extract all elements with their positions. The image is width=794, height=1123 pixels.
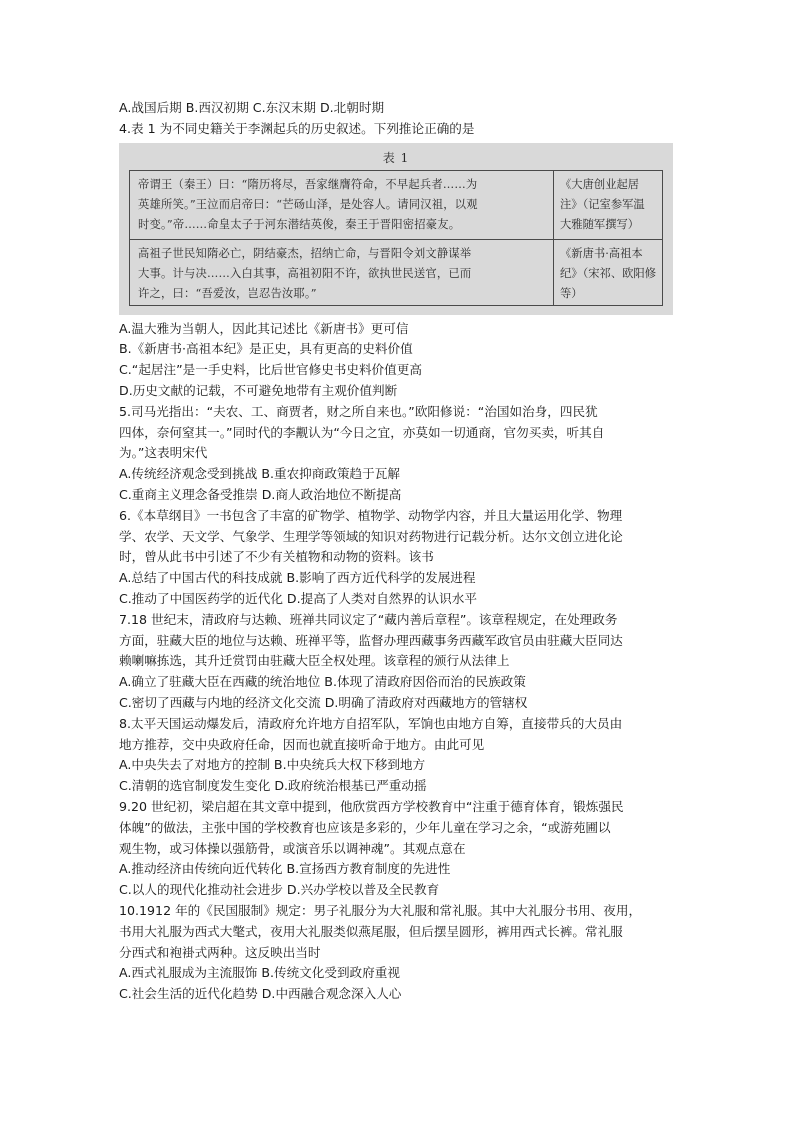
table-source-line: 等） xyxy=(560,286,583,300)
table-text-line: 高祖子世民知隋必亡，阴结豪杰，招纳亡命，与晋阳令刘文静谋举 xyxy=(138,246,472,260)
q4-option-a: A.温大雅为当朝人，因此其记述比《新唐书》更可信 xyxy=(119,320,409,336)
q10-options-cd: C.社会生活的近代化趋势 D.中西融合观念深入人心 xyxy=(119,986,402,1002)
q6-options-ab: A.总结了中国古代的科技成就 B.影响了西方近代科学的发展进程 xyxy=(119,570,476,586)
q6-options-cd: C.推动了中国医药学的近代化 D.提高了人类对自然界的认识水平 xyxy=(119,590,477,606)
table-row xyxy=(130,240,662,305)
q9-options-cd: C.以人的现代化推动社会进步 D.兴办学校以普及全民教育 xyxy=(119,882,440,898)
table-source-line: 纪》（宋祁、欧阳修 xyxy=(560,266,657,280)
q5-options-ab: A.传统经济观念受到挑战 B.重农抑商政策趋于瓦解 xyxy=(119,466,400,482)
exam-content xyxy=(119,98,677,1005)
q3-options: A.战国后期 B.西汉初期 C.东汉末期 D.北朝时期 xyxy=(119,100,385,115)
q8-stem-line: 地方推荐，交中央政府任命，因而也就直接听命于地方。由此可见 xyxy=(119,736,485,752)
q4-stem: 4.表 1 为不同史籍关于李渊起兵的历史叙述。下列推论正确的是 xyxy=(119,120,475,136)
q4-option-c: C.“起居注”是一手史料，比后世官修史书史料价值更高 xyxy=(119,362,422,378)
table-text-line: 大事。计与决……入白其事，高祖初阳不许，欲执世民送官，已而 xyxy=(138,266,472,280)
q10-stem-line: 10.1912 年的《民国服制》规定：男子礼服分为大礼服和常礼服。其中大礼服分书用、夜用， xyxy=(119,902,642,918)
q8-options-cd: C.清朝的选官制度发生变化 D.政府统治根基已严重动摇 xyxy=(119,778,427,794)
table-source-line: 大雅随军撰写） xyxy=(560,217,640,231)
table-cell-source xyxy=(554,240,662,305)
table-cell-text xyxy=(130,240,554,305)
q8-stem-line: 8.太平天国运动爆发后，清政府允许地方自招军队，军饷也由地方自筹，直接带兵的大员由 xyxy=(119,715,623,731)
table-source-line: 《大唐创业起居 xyxy=(560,177,640,191)
q6-stem-line: 学、农学、天文学、气象学、生理学等领域的知识对药物进行记载分析。达尔文创立进化论 xyxy=(119,528,623,544)
q4-option-d: D.历史文献的记载，不可避免地带有主观价值判断 xyxy=(119,382,398,398)
table-caption: 表 1 xyxy=(382,150,410,165)
table-text-line: 许之，曰：“吾爱汝，岂忍告汝耶。” xyxy=(138,286,317,300)
table-cell-source xyxy=(554,171,662,239)
q10-stem-line: 书用大礼服为西式大氅式，夜用大礼服类似燕尾服，但后摆呈圆形，裤用西式长裤。常礼服 xyxy=(119,923,623,939)
q7-stem-line: 赖喇嘛拣选，其升迁赏罚由驻藏大臣全权处理。该章程的颁行从法律上 xyxy=(119,653,510,669)
q6-stem-line: 6.《本草纲目》一书包含了丰富的矿物学、植物学、动物学内容，并且大量运用化学、物理 xyxy=(119,507,623,523)
q5-stem-line: 为。”这表明宋代 xyxy=(119,445,208,461)
q10-options-ab: A.西式礼服成为主流服饰 B.传统文化受到政府重视 xyxy=(119,965,400,981)
q9-stem-line: 观生物，或习体操以强筋骨，或演音乐以调神魂”。其观点意在 xyxy=(119,840,466,856)
table-text-line: 时变。”帝……命皇太子于河东潜结英俊，秦王于晋阳密招豪友。 xyxy=(138,217,461,231)
q7-stem-line: 方面，驻藏大臣的地位与达赖、班禅平等，监督办理西藏事务西藏军政官员由驻藏大臣同达 xyxy=(119,632,623,648)
q6-stem-line: 时，曾从此书中引述了不少有关植物和动物的资料。该书 xyxy=(119,549,434,565)
table-text-line: 英雄所笑。”王泣而启帝曰：“芒砀山泽，是处容人。请同汉祖，以观 xyxy=(138,197,478,211)
q5-stem-line: 四体，奈何窒其一。”同时代的李觏认为“今日之宜，亦莫如一切通商，官勿买卖，听其自 xyxy=(119,424,605,440)
q4-option-b: B.《新唐书·高祖本纪》是正史，具有更高的史料价值 xyxy=(119,341,413,357)
q9-options-ab: A.推动经济由传统向近代转化 B.宣扬西方教育制度的先进性 xyxy=(119,861,451,877)
table-cell-text xyxy=(130,171,554,239)
q7-options-cd: C.密切了西藏与内地的经济文化交流 D.明确了清政府对西藏地方的管辖权 xyxy=(119,694,528,710)
q5-stem-line: 5.司马光指出：“夫农、工、商贾者，财之所自来也。”欧阳修说：“治国如治身，四民犹 xyxy=(119,403,598,419)
q7-options-ab: A.确立了驻藏大臣在西藏的统治地位 B.体现了清政府因俗而治的民族政策 xyxy=(119,674,526,690)
q7-stem-line: 7.18 世纪末，清政府与达赖、班禅共同议定了“藏内善后章程”。该章程规定，在处理政务 xyxy=(119,611,618,627)
q9-stem-line: 体魄”的做法，主张中国的学校教育也应该是多彩的，少年儿童在学习之余，“或游苑圃以 xyxy=(119,819,611,835)
table-source-line: 《新唐书·高祖本 xyxy=(560,246,643,260)
history-table xyxy=(129,170,663,306)
q5-options-cd: C.重商主义理念备受推崇 D.商人政治地位不断提高 xyxy=(119,486,402,502)
table-row xyxy=(130,171,662,240)
q4-table-image xyxy=(119,143,673,315)
q10-stem-line: 分西式和袍褂式两种。这反映出当时 xyxy=(119,944,321,960)
table-source-line: 注》（记室参军温 xyxy=(560,197,645,211)
q8-options-ab: A.中央失去了对地方的控制 B.中央统兵大权下移到地方 xyxy=(119,757,426,773)
table-text-line: 帝谓王（秦王）曰：“隋历将尽，吾家继膺符命，不早起兵者……为 xyxy=(138,177,478,191)
q9-stem-line: 9.20 世纪初，梁启超在其文章中提到，他欣赏西方学校教育中“注重于德育体育，锻炼强民 xyxy=(119,798,624,814)
